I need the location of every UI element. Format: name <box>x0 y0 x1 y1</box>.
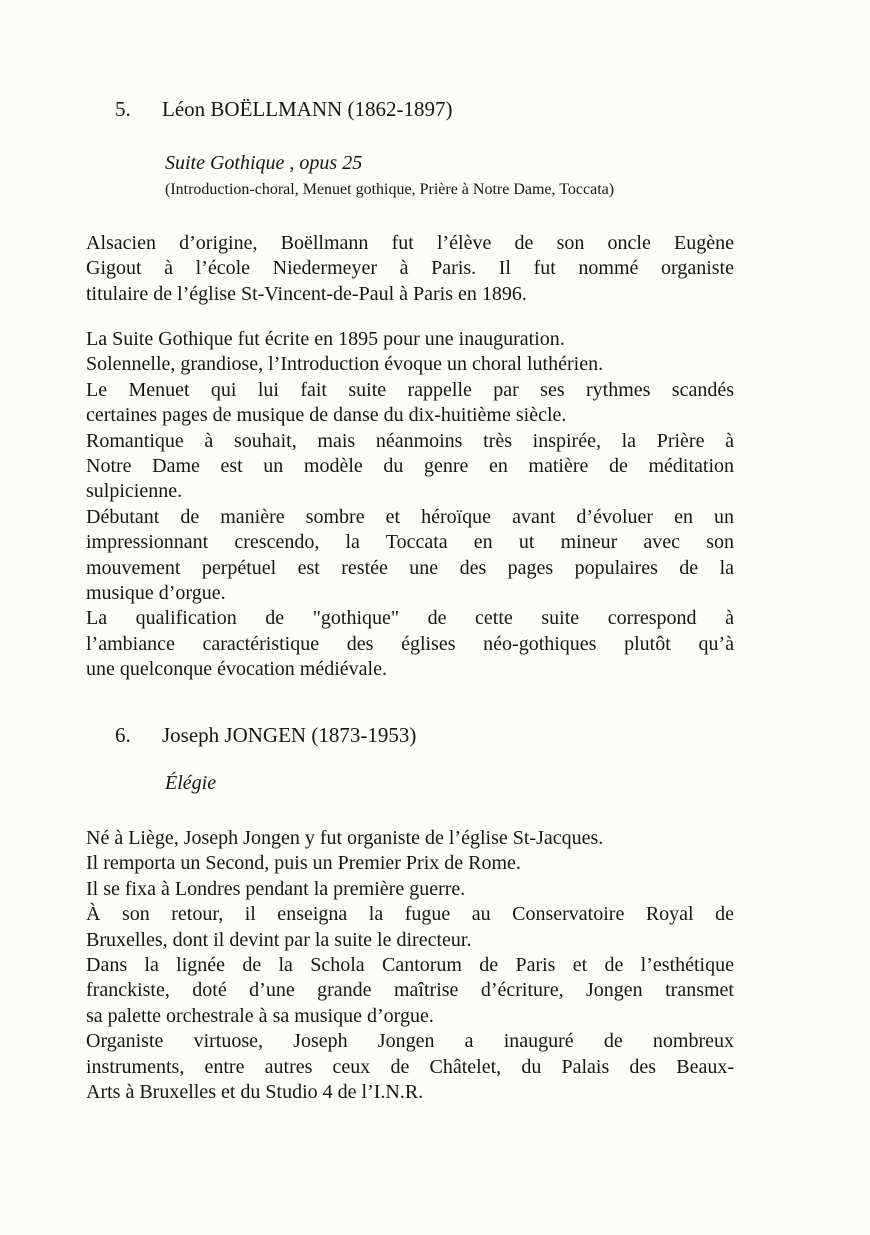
text-line: La qualification de "gothique" de cette suite correspond à <box>86 607 734 630</box>
section-6-composer: Joseph JONGEN (1873-1953) <box>162 723 417 747</box>
text-line: instruments, entre autres ceux de Châtelet, du Palais des Beaux- <box>86 1055 734 1078</box>
text-line: Né à Liège, Joseph Jongen y fut organiste de l’église St-Jacques. <box>86 827 604 849</box>
section-5-work-title: Suite Gothique , opus 25 <box>165 152 363 174</box>
text-line: l’ambiance caractéristique des églises néo-gothiques plutôt qu’à <box>86 632 734 655</box>
text-line: Dans la lignée de la Schola Cantorum de Paris et de l’esthétique <box>86 954 734 977</box>
section-5-movements: (Introduction-choral, Menuet gothique, Prière à Notre Dame, Toccata) <box>165 181 615 198</box>
text-line: Bruxelles, dont il devint par la suite le directeur. <box>86 928 472 951</box>
text-line: une quelconque évocation médiévale. <box>86 658 387 681</box>
text-line: Organiste virtuose, Joseph Jongen a inauguré de nombreux <box>86 1030 734 1053</box>
text-line: Romantique à souhait, mais néanmoins très inspirée, la Prière à <box>86 429 734 452</box>
section-5-heading <box>115 96 452 122</box>
section-5-paragraph-2 <box>86 327 734 683</box>
section-5-composer: Léon BOËLLMANN (1862-1897) <box>162 97 453 121</box>
text-line: Notre Dame est un modèle du genre en matière de méditation <box>86 455 734 478</box>
text-line: Solennelle, grandiose, l’Introduction évoque un choral luthérien. <box>86 353 604 376</box>
text-line: Débutant de manière sombre et héroïque avant d’évoluer en un <box>86 505 734 528</box>
section-6-work-title: Élégie <box>165 772 217 794</box>
text-line: Gigout à l’école Niedermeyer à Paris. Il fut nommé organiste <box>86 257 734 280</box>
section-6-paragraph-1 <box>86 826 734 1105</box>
text-line: Alsacien d’origine, Boëllmann fut l’élève de son oncle Eugène <box>86 232 734 254</box>
text-line: titulaire de l’église St-Vincent-de-Paul à Paris en 1896. <box>86 282 527 305</box>
section-6-number: 6. <box>115 723 131 747</box>
text-line: sa palette orchestrale à sa musique d’orgue. <box>86 1004 434 1027</box>
section-5-paragraph-1 <box>86 231 734 307</box>
text-line: certaines pages de musique de danse du dix-huitième siècle. <box>86 404 567 427</box>
section-5-number: 5. <box>115 97 131 121</box>
text-line: À son retour, il enseigna la fugue au Conservatoire Royal de <box>86 903 734 926</box>
text-line: Il se fixa à Londres pendant la première guerre. <box>86 877 466 900</box>
text-line: Arts à Bruxelles et du Studio 4 de l’I.N.R. <box>86 1081 424 1104</box>
text-line: musique d’orgue. <box>86 582 226 605</box>
text-line: La Suite Gothique fut écrite en 1895 pour une inauguration. <box>86 328 565 350</box>
text-line: mouvement perpétuel est restée une des pages populaires de la <box>86 556 734 579</box>
text-line: Le Menuet qui lui fait suite rappelle par ses rythmes scandés <box>86 378 734 401</box>
text-line: franckiste, doté d’une grande maîtrise d’écriture, Jongen transmet <box>86 979 734 1002</box>
text-line: Il remporta un Second, puis un Premier Prix de Rome. <box>86 852 521 875</box>
text-line: impressionnant crescendo, la Toccata en ut mineur avec son <box>86 531 734 554</box>
text-line: sulpicienne. <box>86 480 183 503</box>
section-6-heading <box>115 722 416 748</box>
